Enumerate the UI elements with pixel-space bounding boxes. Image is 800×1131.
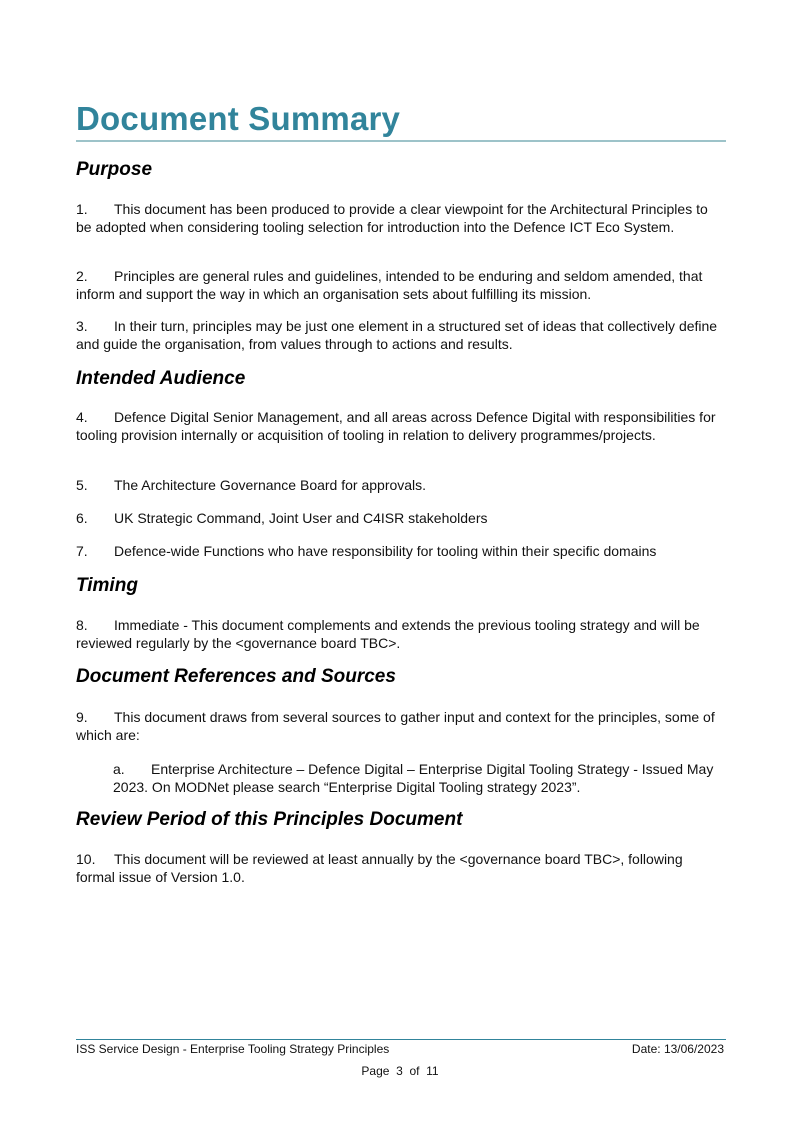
paragraph-1 [76, 200, 721, 236]
sub-item-letter: a. [113, 761, 125, 777]
paragraph-8 [76, 616, 721, 652]
heading-purpose: Purpose [76, 159, 153, 180]
paragraph-text: Defence Digital Senior Management, and all areas across Defence Digital with responsibilities for tooling provision internally or acquisition of tooling in relation to delivery programmes/projects. [76, 409, 716, 443]
heading-review-period: Review Period of this Principles Document [76, 809, 463, 830]
page-number: Page 3 of 11 [361, 1064, 439, 1078]
paragraph-text: In their turn, principles may be just one element in a structured set of ideas that collectively define and guide the organisation, from values through to actions and results. [76, 318, 718, 352]
sub-item-text: Enterprise Architecture – Defence Digital – Enterprise Digital Tooling Strategy - Issued May 2023. On MODNet please search “Enterprise Digital Tooling strategy 2023”. [113, 761, 714, 795]
paragraph-text: The Architecture Governance Board for approvals. [114, 477, 427, 493]
paragraph-number: 2. [76, 268, 88, 284]
paragraph-text: Defence-wide Functions who have responsibility for tooling within their specific domains [114, 543, 657, 559]
paragraph-text: UK Strategic Command, Joint User and C4ISR stakeholders [114, 510, 488, 526]
footer-divider [76, 1039, 726, 1040]
sub-item-a [113, 760, 723, 796]
heading-intended-audience: Intended Audience [76, 368, 246, 389]
paragraph-number: 7. [76, 543, 88, 559]
footer-date: Date: 13/06/2023 [631, 1042, 724, 1056]
paragraph-text: This document will be reviewed at least annually by the <governance board TBC>, following formal issue of Version 1.0. [76, 851, 683, 885]
title-divider [76, 140, 726, 142]
paragraph-3 [76, 317, 721, 353]
paragraph-7 [76, 542, 721, 560]
footer-document-name: ISS Service Design - Enterprise Tooling Strategy Principles [76, 1042, 390, 1056]
paragraph-text: This document has been produced to provide a clear viewpoint for the Architectural Principles to be adopted when considering tooling selection for introduction into the Defence ICT Eco System. [76, 201, 708, 235]
heading-timing: Timing [76, 575, 138, 596]
page-title: Document Summary [76, 100, 401, 137]
heading-document-references: Document References and Sources [76, 666, 396, 687]
paragraph-text: This document draws from several sources to gather input and context for the principles, some of which are: [76, 709, 715, 743]
paragraph-number: 1. [76, 201, 88, 217]
paragraph-9 [76, 708, 721, 744]
paragraph-number: 8. [76, 617, 88, 633]
paragraph-5 [76, 476, 721, 494]
paragraph-text: Immediate - This document complements and extends the previous tooling strategy and will be reviewed regularly by the <governance board TBC>. [76, 617, 700, 651]
paragraph-4 [76, 408, 721, 444]
paragraph-number: 6. [76, 510, 88, 526]
paragraph-number: 9. [76, 709, 88, 725]
paragraph-number: 4. [76, 409, 88, 425]
paragraph-number: 5. [76, 477, 88, 493]
paragraph-2 [76, 267, 721, 303]
paragraph-number: 10. [76, 851, 96, 867]
paragraph-6 [76, 509, 721, 527]
paragraph-number: 3. [76, 318, 88, 334]
paragraph-text: Principles are general rules and guidelines, intended to be enduring and seldom amended, that inform and support the way in which an organisation sets about fulfilling its mission. [76, 268, 703, 302]
paragraph-10 [76, 850, 721, 886]
